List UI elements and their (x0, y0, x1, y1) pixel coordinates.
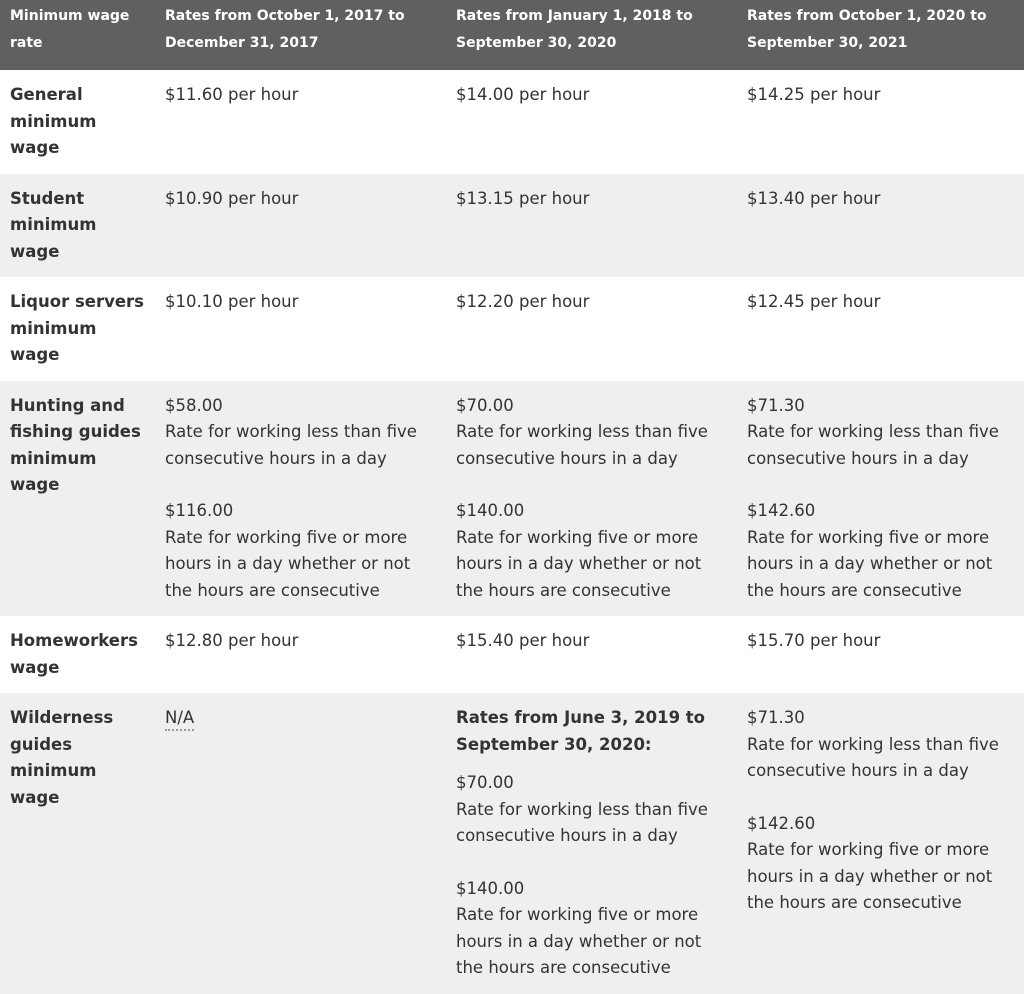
row-label: Wilderness guides minimum wage (0, 693, 155, 994)
rate-cell (155, 381, 446, 617)
rate-cell: $10.90 per hour (155, 174, 446, 278)
rate-cell: $13.40 per hour (737, 174, 1024, 278)
rate-cell: $12.45 per hour (737, 277, 1024, 381)
rate-cell: $14.25 per hour (737, 70, 1024, 174)
rate-period-subheading: Rates from June 3, 2019 to September 30, 2020: (456, 708, 706, 754)
header-rates-2020-2021: Rates from October 1, 2020 to September 30, 2021 (737, 0, 1024, 70)
rate-description: Rate for working less than five consecutive hours in a day (165, 422, 417, 468)
row-label: Hunting and fishing guides minimum wage (0, 381, 155, 617)
table-row-liquor-servers (0, 277, 1024, 381)
rate-amount: $142.60 (747, 501, 816, 520)
table-row-student (0, 174, 1024, 278)
rate-amount: $58.00 (165, 395, 223, 415)
rate-cell: $11.60 per hour (155, 70, 446, 174)
row-label: Liquor servers minimum wage (0, 277, 155, 381)
rate-amount: $70.00 (456, 395, 514, 415)
rate-description: Rate for working five or more hours in a day whether or not the hours are consecutive (456, 905, 702, 977)
row-label: Student minimum wage (0, 174, 155, 278)
rate-cell: $14.00 per hour (446, 70, 737, 174)
row-label: General minimum wage (0, 70, 155, 174)
header-row (0, 0, 1024, 70)
rate-description: Rate for working less than five consecutive hours in a day (456, 799, 708, 845)
rate-cell: $13.15 per hour (446, 174, 737, 278)
rate-cell: $15.40 per hour (446, 616, 737, 693)
rate-cell (737, 381, 1024, 617)
rate-cell (446, 381, 737, 617)
rate-amount: $140.00 (456, 878, 525, 898)
rate-cell (446, 693, 737, 994)
rate-cell: $12.80 per hour (155, 616, 446, 693)
rate-description: Rate for working less than five consecutive hours in a day (747, 422, 999, 468)
table-row-hunting-fishing-guides (0, 381, 1024, 617)
table-row-homeworkers (0, 616, 1024, 693)
rate-description: Rate for working five or more hours in a day whether or not the hours are consecutive (747, 840, 993, 912)
rate-description: Rate for working less than five consecutive hours in a day (747, 734, 999, 780)
rate-amount: $116.00 (165, 501, 234, 520)
table-body (0, 70, 1024, 994)
rate-cell: $15.70 per hour (737, 616, 1024, 693)
header-rates-2018-2020: Rates from January 1, 2018 to September 30, 2020 (446, 0, 737, 70)
table-row-wilderness-guides (0, 693, 1024, 994)
rate-cell: $12.20 per hour (446, 277, 737, 381)
rate-description: Rate for working five or more hours in a day whether or not the hours are consecutive (747, 527, 993, 600)
rate-description: Rate for working less than five consecutive hours in a day (456, 422, 708, 468)
rate-amount: $140.00 (456, 501, 525, 520)
not-applicable-abbr[interactable]: N/A (165, 706, 194, 731)
rate-amount: $142.60 (747, 813, 816, 833)
header-rates-2017: Rates from October 1, 2017 to December 31, 2017 (155, 0, 446, 70)
rate-amount: $71.30 (747, 708, 805, 727)
table-row-general (0, 70, 1024, 174)
rate-amount: $71.30 (747, 395, 805, 415)
table-header (0, 0, 1024, 70)
rate-amount: $70.00 (456, 773, 514, 792)
rate-cell: $10.10 per hour (155, 277, 446, 381)
rate-description: Rate for working five or more hours in a day whether or not the hours are consecutive (456, 527, 702, 600)
rate-cell (737, 693, 1024, 994)
rate-description: Rate for working five or more hours in a day whether or not the hours are consecutive (165, 527, 411, 600)
header-rate-type: Minimum wage rate (0, 0, 155, 70)
rate-cell (155, 693, 446, 994)
row-label: Homeworkers wage (0, 616, 155, 693)
